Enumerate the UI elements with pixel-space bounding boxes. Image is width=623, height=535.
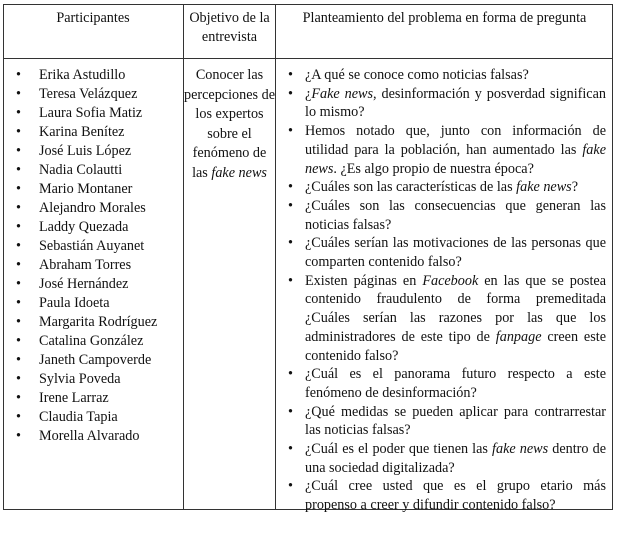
question-italic: fake news	[492, 441, 549, 458]
question-text: ¿Cuál es el panorama futuro respecto a este fenómeno de desinformación?	[305, 366, 606, 401]
question-text: Hemos notado que, junto con información de utilidad para la población, han aumentado las	[305, 123, 606, 158]
question-text: . ¿Es algo propio de nuestra época?	[333, 160, 534, 177]
question-text: ¿	[305, 85, 312, 102]
question-text: ¿Qué medidas se pueden aplicar para contrarrestar las noticias falsas?	[305, 403, 606, 439]
participant-item: • José Luis López	[14, 142, 157, 161]
participant-item: • Janeth Campoverde	[14, 351, 157, 370]
participant-item: • Nadia Colautti	[14, 161, 157, 180]
participant-item: • Paula Idoeta	[14, 294, 157, 313]
question-text: ¿A qué se conoce como noticias falsas?	[305, 67, 529, 83]
participant-item: • Erika Astudillo	[14, 66, 157, 85]
question-item	[286, 272, 606, 366]
participant-item: • Catalina González	[14, 332, 157, 351]
column-divider	[275, 4, 276, 510]
participant-item: • Morella Alvarado	[14, 427, 157, 446]
question-text: Existen páginas en	[305, 272, 423, 289]
participant-item: • Irene Larraz	[14, 389, 157, 408]
question-text: ?	[571, 179, 579, 196]
question-item	[286, 66, 606, 85]
question-list	[286, 66, 606, 515]
question-text: dentro de una sociedad digitalizada?	[305, 441, 606, 476]
participant-item: • Teresa Velázquez	[14, 85, 157, 104]
question-text: creen este contenido falso?	[305, 328, 606, 364]
question-item	[286, 234, 606, 271]
question-item	[286, 178, 606, 197]
question-text: ¿Cuál es el poder que tienen las	[305, 441, 493, 458]
participant-item: • Laura Sofia Matiz	[14, 104, 157, 123]
question-item	[286, 403, 606, 440]
participant-item: • Claudia Tapia	[14, 408, 157, 427]
question-text: ¿Cuáles son las características de las	[305, 179, 517, 196]
participant-item: • Margarita Rodríguez	[14, 313, 157, 332]
question-item	[286, 365, 606, 402]
question-item	[286, 197, 606, 234]
question-item	[286, 122, 606, 178]
question-text: en las que se postea contenido fraudulento de forma premeditada ¿Cuáles serían las razones por las que los administradores de este tipo de	[305, 272, 606, 345]
objective-main: Conocer las percepciones de los expertos sobre el fenómeno de las	[184, 67, 275, 181]
question-text: ¿Cuáles son las consecuencias que generan las noticias falsas?	[305, 197, 606, 233]
question-text: ¿Cuáles serían las motivaciones de las personas que comparten contenido falso?	[305, 235, 606, 271]
participant-item: • Alejandro Morales	[14, 199, 157, 218]
question-text: , desinformación y posverdad significan lo mismo?	[305, 85, 606, 121]
header-questions: Planteamiento del problema en forma de pregunta	[302, 10, 587, 26]
participant-item: • José Hernández	[14, 275, 157, 294]
header-divider	[3, 58, 613, 59]
participant-item: • Laddy Quezada	[14, 218, 157, 237]
question-italic: fake news	[516, 179, 572, 196]
objective-text	[184, 66, 275, 184]
objective-italic: fake news	[211, 164, 267, 181]
participant-item: • Sebastián Auyanet	[14, 237, 157, 256]
header-participants: Participantes	[56, 10, 130, 26]
question-item	[286, 85, 606, 122]
question-item	[286, 477, 606, 514]
question-italic: Facebook	[422, 272, 479, 289]
question-text: ¿Cuál cree usted que es el grupo etario más propenso a creer y difundir contenido falso?	[305, 478, 606, 514]
participant-item: • Abraham Torres	[14, 256, 157, 275]
participant-list	[14, 66, 157, 446]
question-italic: fanpage	[495, 328, 542, 345]
participant-item: • Karina Benítez	[14, 123, 157, 142]
participant-item: • Mario Montaner	[14, 180, 157, 199]
question-italic: Fake news	[311, 85, 374, 102]
header-objective: Objetivo de la entrevista	[189, 10, 270, 45]
participant-item: • Sylvia Poveda	[14, 370, 157, 389]
question-item	[286, 440, 606, 477]
question-italic: fake news	[305, 141, 606, 177]
